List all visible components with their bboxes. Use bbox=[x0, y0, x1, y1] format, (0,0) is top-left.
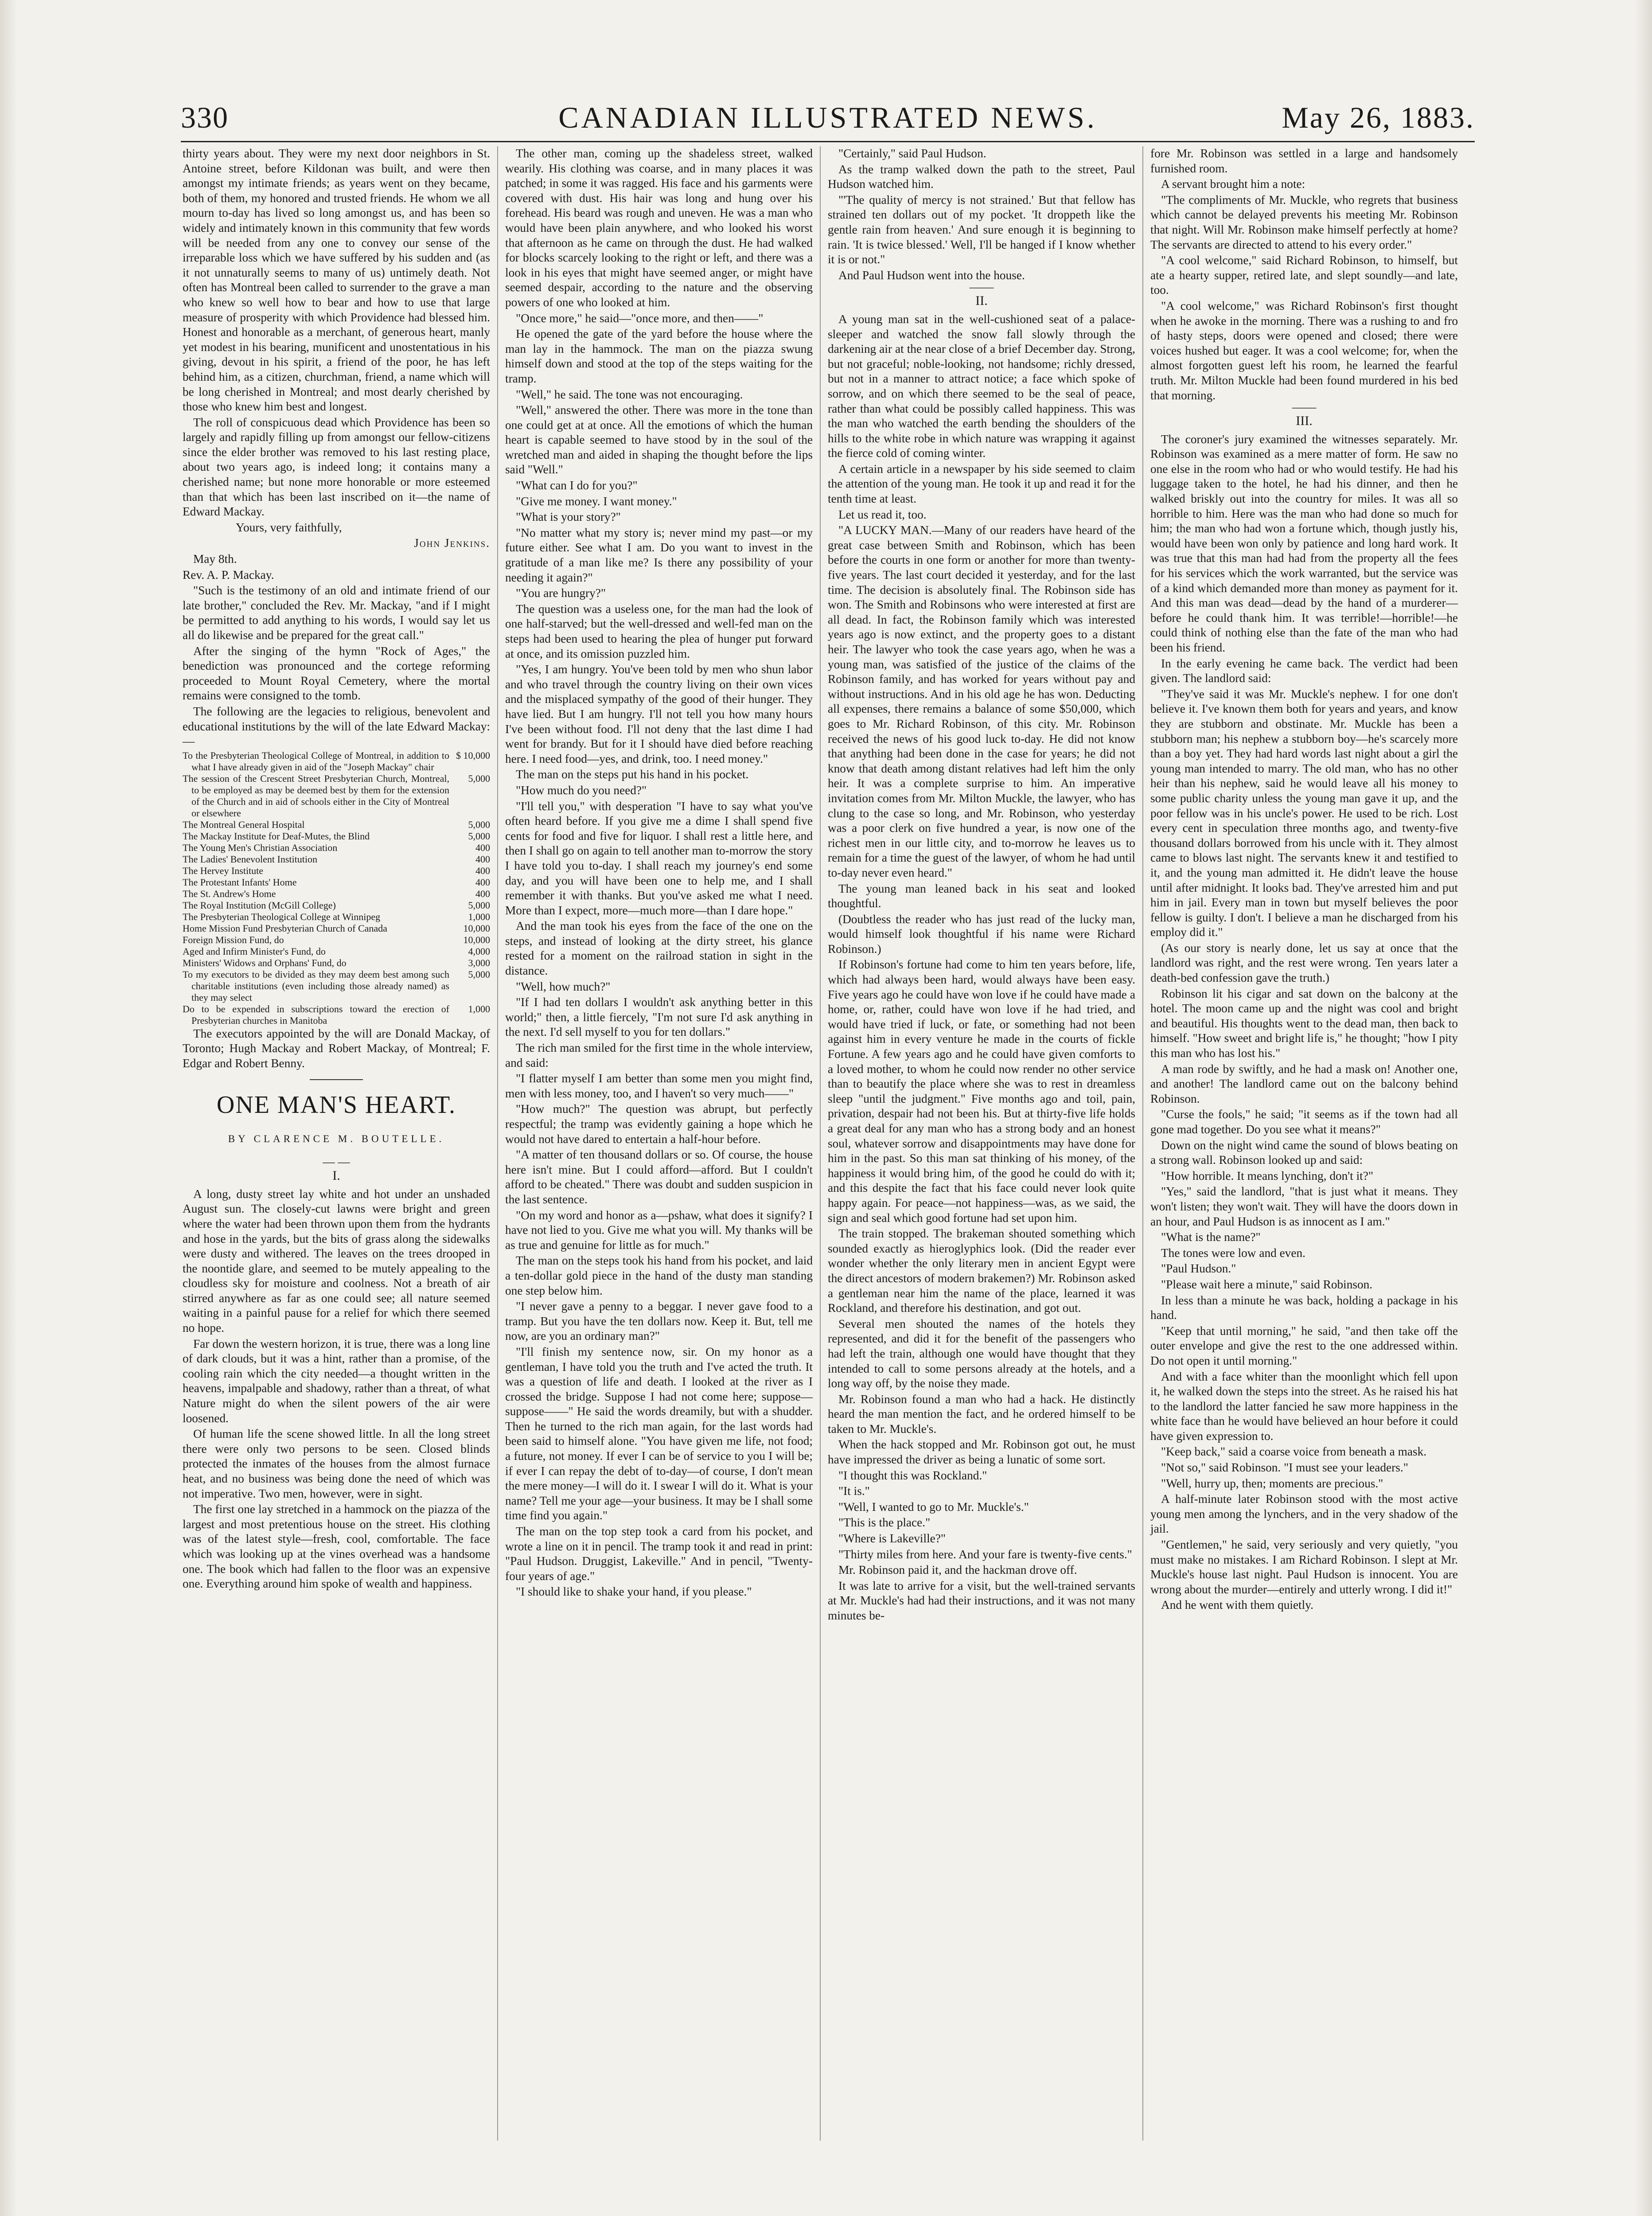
paragraph: "A cool welcome," was Richard Robinson's first thought when he awoke in the morning. There was a rushing to and fro of hasty steps, doors were opened and closed; there were voices hushed but eager. It was a cool welcome; for, when the almost forgotten guest left his room, he learned the fearful truth. Mr. Milton Muckle had been found murdered in his bed that morning. bbox=[1150, 299, 1458, 402]
paragraph: "'The quality of mercy is not strained.' But that fellow has strained ten dollars out of my pocket. 'It droppeth like the gentle rain from heaven.' And sure enough it is beginning to rain. 'It is twice blessed.' Well, I'll be hanged if I know whether it is or not." bbox=[828, 193, 1135, 266]
bequest-name: Ministers' Widows and Orphans' Fund, do bbox=[183, 957, 347, 968]
paragraph: "Such is the testimony of an old and intimate friend of our late brother," concluded the Rev. Mr. Mackay, "and if I might be permitted to add anything to his words, I would say let us all do likewise and be prepared for the great call." bbox=[183, 584, 490, 642]
paragraph: "Give me money. I want money." bbox=[516, 494, 677, 508]
bequest-name: The session of the Crescent Street Presbyterian Church, Montreal, to be employed as may be deemed best by them for the extension of the Church and in aid of schools either in the City of Montreal or elsewhere bbox=[183, 772, 449, 819]
bequest-row bbox=[183, 1003, 490, 1026]
paragraph: "What is your story?" bbox=[516, 510, 621, 524]
bequest-name: The St. Andrew's Home bbox=[183, 888, 276, 899]
bequest-row bbox=[183, 888, 490, 900]
paragraph: Mr. Robinson paid it, and the hackman drove off. bbox=[838, 1563, 1077, 1577]
paragraph: As the tramp walked down the path to the street, Paul Hudson watched him. bbox=[828, 162, 1135, 191]
bequest-name: The Young Men's Christian Association bbox=[183, 842, 338, 853]
letter-date: May 8th. bbox=[193, 552, 237, 566]
bequest-row bbox=[183, 934, 490, 946]
paragraph: Several men shouted the names of the hotels they represented, and did it for the benefit of the passengers who had left the train, although one would have thought that they intended to call to some persons already at the hotels, and a long way off, by the noise they made. bbox=[828, 1317, 1135, 1390]
paragraph: "Well, I wanted to go to Mr. Muckle's." bbox=[838, 1500, 1029, 1514]
paragraph: A servant brought him a note: bbox=[1161, 177, 1305, 191]
paragraph: Robinson lit his cigar and sat down on the balcony at the hotel. The moon came up and the night was cool and bright and beautiful. His thoughts went to the dead man, then back to himself. "How sweet and bright life is," he thought; "how I pity this man who has lost his." bbox=[1150, 987, 1458, 1060]
bequest-name: The Royal Institution (McGill College) bbox=[183, 899, 336, 911]
paragraph: "Thirty miles from here. And your fare is twenty-five cents." bbox=[838, 1547, 1132, 1561]
paragraph: A man rode by swiftly, and he had a mask on! Another one, and another! The landlord came out on the balcony behind Robinson. bbox=[1150, 1062, 1458, 1105]
paragraph: And Paul Hudson went into the house. bbox=[838, 268, 1025, 282]
bequest-row bbox=[183, 854, 490, 865]
bequest-name: The Hervey Institute bbox=[183, 865, 264, 876]
paragraph: If Robinson's fortune had come to him ten years before, life, which had always been hard, would always have been easy. Five years ago he could have won love if he could have made a home, or, rather, could have won love if he had tried, and would have tried if luck, or fate, or something had not been against him in every venture he made in the courts of fickle Fortune. A few years ago and he could have given comforts to a loved mother, to whom he could now render no other service than to beautify the place where she was to rest in dreamless sleep "until the judgment." Five months ago and toil, pain, privation, despair had not been his. But at thirty-five life holds a great deal for any man who has a strong body and an honest soul, whatever sorrow and disappointments may have done for him in the past. So this man sat thinking of his money, of the happiness it would bring him, of the good he could do with it; and this despite the fact that his face could never look quite happy again. For peace—not happiness—was, as we said, the sign and seal which good fortune had set upon him. bbox=[828, 958, 1135, 1225]
bequest-row bbox=[183, 946, 490, 957]
bequest-name: To my executors to be divided as they may deem best among such charitable institutions (even including those already named) as they may select bbox=[183, 968, 449, 1003]
paragraph: fore Mr. Robinson was settled in a large and handsomely furnished room. bbox=[1150, 147, 1458, 175]
bequest-amount: 400 bbox=[475, 888, 490, 899]
paragraph: "A matter of ten thousand dollars or so. Of course, the house here isn't mine. But I could afford—afford. But I couldn't afford to be cheated." There was doubt and sudden suspicion in the last sentence. bbox=[505, 1148, 813, 1206]
paragraph: "No matter what my story is; never mind my past—or my future either. See what I am. Do you want to invest in the gratitude of a man like me? Is there any possibility of your needing it again?" bbox=[505, 526, 813, 584]
bequest-amount: 3,000 bbox=[468, 957, 490, 968]
bequest-amount: 400 bbox=[475, 853, 490, 865]
story-byline: BY CLARENCE M. BOUTELLE. bbox=[228, 1133, 445, 1144]
paragraph: "They've said it was Mr. Muckle's nephew. I for one don't believe it. I've known them both for years and years, and know they are stubborn and obstinate. Mr. Muckle has been a stubborn man; his nephew a stubborn boy—he's scarcely more than a boy yet. They had hard words last night about a girl the young man intended to marry. The old man, who has no other heir than his nephew, said he would leave all his money to some public charity unless the young man gave it up, and the poor fellow was in his uncle's power. He used to be rich. Lost every cent in speculation three months ago, and twenty-five thousand dollars borrowed from his uncle with it. They almost came to blows last night. The servants knew it and testified to it, and the young man admitted it. He didn't leave the house until after midnight. It looks bad. They've arrested him and put him in jail. Every man in town but myself believes the poor fellow is guilty. I don't. I believe a man he discharged from his employ did it." bbox=[1150, 687, 1458, 939]
paragraph: "Paul Hudson." bbox=[1161, 1262, 1236, 1276]
paragraph: Mr. Robinson found a man who had a hack. He distinctly heard the man mention the fact, and he ordered himself to be taken to Mr. Muckle's. bbox=[828, 1392, 1135, 1436]
issue-date: May 26, 1883. bbox=[1282, 101, 1475, 134]
paragraph: "Certainly," said Paul Hudson. bbox=[838, 147, 986, 160]
paragraph: The first one lay stretched in a hammock on the piazza of the largest and most pretentious house on the street. His clothing was of the latest style—fresh, cool, comfortable. The face which was looking up at the vines overhead was a handsome one. The book which had fallen to the floor was an expensive one. Everything around him spoke of wealth and happiness. bbox=[183, 1502, 490, 1591]
paragraph: After the singing of the hymn "Rock of Ages," the benediction was pronounced and the cortege reforming proceeded to Mount Royal Cemetery, where the mortal remains were consigned to the tomb. bbox=[183, 644, 490, 702]
paragraph: The tones were low and even. bbox=[1161, 1246, 1305, 1260]
bequest-name: Aged and Infirm Minister's Fund, do bbox=[183, 945, 326, 957]
paragraph: "Well, hurry up, then; moments are precious." bbox=[1161, 1476, 1383, 1490]
paragraph: The man on the steps took his hand from his pocket, and laid a ten-dollar gold piece in the hand of the dusty man standing one step below him. bbox=[505, 1254, 813, 1297]
paragraph: "Keep that until morning," he said, "and then take off the outer envelope and give the rest to the one addressed within. Do not open it until morning." bbox=[1150, 1324, 1458, 1367]
page-right-edge bbox=[1634, 0, 1652, 2216]
paragraph: "Keep back," said a coarse voice from beneath a mask. bbox=[1161, 1445, 1427, 1459]
paragraph: "I should like to shake your hand, if you please." bbox=[516, 1585, 752, 1599]
bequest-name: Foreign Mission Fund, do bbox=[183, 934, 284, 945]
letter-recipient: Rev. A. P. Mackay. bbox=[183, 568, 274, 581]
paragraph: "Curse the fools," he said; "it seems as if the town had all gone mad together. Do you see what it means?" bbox=[1150, 1108, 1458, 1136]
section-numeral: III. bbox=[1296, 414, 1313, 429]
paragraph: "How much?" The question was abrupt, but perfectly respectful; the tramp was evidently gaining a hope which he would not have dared to entertain a half-hour before. bbox=[505, 1102, 813, 1146]
paragraph: The executors appointed by the will are Donald Mackay, of Toronto; Hugh Mackay and Robert Mackay, of Montreal; F. Edgar and Robert Benny. bbox=[183, 1026, 490, 1070]
bequest-name: The Presbyterian Theological College at Winnipeg bbox=[183, 911, 381, 922]
paragraph: It was late to arrive for a visit, but the well-trained servants at Mr. Muckle's had had their instructions, and it was not many minutes be- bbox=[828, 1579, 1135, 1622]
paragraph: A young man sat in the well-cushioned seat of a palace-sleeper and watched the snow fall slowly through the darkening air at the near close of a brief December day. Strong, but not graceful; noble-looking, not handsome; richly dressed, but not in a manner to attract notice; a face which spoke of sorrow, and on which there seemed to be the seal of peace, rather than what could be possibly called happiness. This was the man who watched the earth bending the shoulders of the hills to the white robe in which nature was wrapping it against the fierce cold of coming winter. bbox=[828, 312, 1135, 460]
column-2 bbox=[505, 146, 813, 1600]
paragraph: The rich man smiled for the first time in the whole interview, and said: bbox=[505, 1041, 813, 1069]
bequest-name: The Protestant Infants' Home bbox=[183, 876, 297, 888]
page-number: 330 bbox=[181, 101, 229, 134]
paragraph: "It is." bbox=[838, 1484, 870, 1498]
column-4 bbox=[1150, 146, 1458, 1614]
paragraph: Down on the night wind came the sound of blows beating on a strong wall. Robinson looked up and said: bbox=[1150, 1138, 1458, 1167]
bequest-row bbox=[183, 750, 490, 773]
bequest-amount: 1,000 bbox=[468, 911, 490, 922]
bequest-row bbox=[183, 831, 490, 842]
paragraph: "Not so," said Robinson. "I must see your leaders." bbox=[1161, 1461, 1408, 1475]
bequest-name: To the Presbyterian Theological College of Montreal, in addition to what I have already given in aid of the "Joseph Mackay" chair bbox=[183, 749, 449, 772]
bequest-amount: 5,000 bbox=[468, 819, 490, 830]
bequest-row bbox=[183, 842, 490, 854]
paragraph: "Please wait here a minute," said Robinson. bbox=[1161, 1277, 1373, 1291]
bequest-name: Do to be expended in subscriptions toward the erection of Presbyterian churches in Manitoba bbox=[183, 1003, 449, 1026]
section-rule bbox=[310, 1079, 363, 1080]
paragraph: The coroner's jury examined the witnesses separately. Mr. Robinson was examined as a mere matter of form. He saw no one else in the room who had or who would testify. He had his luggage taken to the hotel, he had his dinner, and then he walked briskly out into the country for miles. It was all so horrible to him. Here was the man who had done so much for him; the man who had won a fortune which, though justly his, would have been won only by patience and long hard work. It was true that this man had had from the property all the fees for his services which the work warranted, but the service was of a kind which demanded more than money as payment for it. And this man was dead—dead by the hand of a murderer—before he could thank him. It was terrible!—horrible!—he could think of nothing else than the fate of the man who had been his friend. bbox=[1150, 432, 1458, 654]
bequest-name: The Ladies' Benevolent Institution bbox=[183, 853, 317, 865]
paragraph: When the hack stopped and Mr. Robinson got out, he must have impressed the driver as being a lunatic of some sort. bbox=[828, 1438, 1135, 1467]
bequest-row bbox=[183, 969, 490, 1003]
paragraph: Of human life the scene showed little. In all the long street there were only two persons to be seen. Closed blinds protected the inmates of the houses from the almost furnace heat, and no business was being done the need of which was not imperative. Two men, however, were in sight. bbox=[183, 1427, 490, 1500]
column-divider bbox=[497, 146, 498, 2141]
paragraph: "What can I do for you?" bbox=[516, 479, 638, 492]
bequest-name: Home Mission Fund Presbyterian Church of Canada bbox=[183, 922, 387, 934]
paragraph: "Once more," he said—"once more, and then——" bbox=[516, 311, 764, 325]
paragraph: The following are the legacies to religious, benevolent and educational institutions by the will of the late Edward Mackay:— bbox=[183, 704, 490, 748]
bequest-amount: $ 10,000 bbox=[456, 749, 490, 761]
column-3 bbox=[828, 146, 1135, 1624]
paragraph: The man on the top step took a card from his pocket, and wrote a line on it in pencil. The tramp took it and read in print: "Paul Hudson. Druggist, Lakeville." And in pencil, "Twenty-four years of age." bbox=[505, 1525, 813, 1583]
paragraph: "I never gave a penny to a beggar. I never gave food to a tramp. But you have the ten dollars now. Keep it. But, tell me now, are you an ordinary man?" bbox=[505, 1299, 813, 1343]
bequest-amount: 10,000 bbox=[463, 934, 490, 945]
bequest-amount: 5,000 bbox=[468, 899, 490, 911]
bequest-row bbox=[183, 923, 490, 934]
bequest-amount: 400 bbox=[475, 842, 490, 853]
section-numeral: I. bbox=[332, 1168, 340, 1183]
bequest-list bbox=[183, 750, 490, 1026]
bequest-row bbox=[183, 957, 490, 969]
bequest-row bbox=[183, 911, 490, 923]
paragraph: "Where is Lakeville?" bbox=[838, 1532, 946, 1545]
bequest-amount: 1,000 bbox=[468, 1003, 490, 1014]
paragraph: "Gentlemen," he said, very seriously and very quietly, "you must make no mistakes. I am Richard Robinson. I slept at Mr. Muckle's house last night. Paul Hudson is innocent. You are wrong about the murder—entirely and utterly wrong. I did it!" bbox=[1150, 1538, 1458, 1596]
masthead bbox=[181, 100, 1475, 144]
paragraph: "Yes, I am hungry. You've been told by men who shun labor and who travel through the country living on their own vices and the misplaced sympathy of the good of their hunger. They have lied. But I am hungry. I'll not tell you how many hours I've been without food. I'll not deny that the last dime I had went for brandy. But for it I should have died before reaching here. I need food—yes, and drink, too. I need money." bbox=[505, 663, 813, 765]
paragraph: The question was a useless one, for the man had the look of one half-starved; but the well-dressed and well-fed man on the steps had been used to hearing the plea of hunger put forward at once, and its omission puzzled him. bbox=[505, 602, 813, 660]
paragraph: "Well," answered the other. There was more in the tone than one could get at at once. All the emotions of which the human heart is capable seemed to have stood by in the soul of the wretched man and aided in shaping the thought before the lips said "Well." bbox=[505, 403, 813, 476]
bequest-amount: 5,000 bbox=[468, 968, 490, 980]
column-divider bbox=[820, 146, 821, 2141]
paragraph: And he went with them quietly. bbox=[1161, 1598, 1313, 1612]
bequest-amount: 5,000 bbox=[468, 830, 490, 842]
paragraph: "On my word and honor as a—pshaw, what does it signify? I have not lied to you. Give me what you will. My thanks will be as true and genuine for little as for much." bbox=[505, 1208, 813, 1252]
paragraph: The other man, coming up the shadeless street, walked wearily. His clothing was coarse, and in many places it was patched; in some it was ragged. His face and his garments were covered with dust. His hair was long and hung over his forehead. His beard was rough and uneven. He was a man who would have been plain anywhere, and who looked his worst that afternoon as he came on through the dust. He had walked for blocks scarcely looking to the right or left, and there was a look in his eyes that might have seemed anger, or might have seemed despair, according to the nature and the observing powers of one who looked at him. bbox=[505, 147, 813, 309]
paragraph: Let us read it, too. bbox=[838, 507, 927, 521]
paragraph: Far down the western horizon, it is true, there was a long line of dark clouds, but it was a hint, rather than a promise, of the cooling rain which the city needed—a thought written in the heavens, impalpable and shadowy, rather than a threat, of what Nature might do when the silent powers of the air were loosened. bbox=[183, 1337, 490, 1425]
bequest-row bbox=[183, 877, 490, 888]
paragraph: "A cool welcome," said Richard Robinson, to himself, but ate a hearty supper, retired late, and slept soundly—and late, too. bbox=[1150, 254, 1458, 297]
paragraph: "A LUCKY MAN.—Many of our readers have heard of the great case between Smith and Robinson, which has been before the courts in one form or another for more than twenty-five years. The last court decided it yesterday, and for the last time. The decision is absolutely final. The Robinson side has won. The Smith and Robinsons who were interested at first are all dead. In fact, the Robinson family which was interested years ago is now extinct, and the property goes to a distant heir. The lawyer who took the case years ago, when he was a young man, was satisfied of the justice of the claims of the Robinson family, and has worked for years without pay and without instructions. And in his old age he has won. Deducting all expenses, there remains a balance of some $50,000, which goes to Mr. Richard Robinson, of this city. Mr. Robinson received the news of his good luck to-day. He did not know that anything had been done in the case for years; he did not know that death among distant relatives had left him the only heir. It was a complete surprise to him. An imperative invitation comes from Mr. Milton Muckle, the lawyer, who has clung to the case so long, and Mr. Robinson, who yesterday was a poor clerk on five hundred a year, is now one of the richest men in our little city, and to-morrow he leaves us to remain for a time the guest of the lawyer, of whom he had until to-day never even heard." bbox=[828, 523, 1135, 879]
paragraph: thirty years about. They were my next door neighbors in St. Antoine street, before Kildonan was built, and were then amongst my intimate friends; as years went on they became, both of them, my honored and trusted friends. He whom we all mourn to-day has lived so long amongst us, and has been so widely and intimately known in this community that few words will be needed from any one to convey our sense of the irreparable loss which we have suffered by his sudden and (as it not unnaturally seems to many of us) untimely death. Not often has Montreal been called to surrender to the grave a man who knew so well how to bear and how to use that large measure of prosperity with which Providence had blessed him. Honest and honorable as a merchant, of generous heart, manly yet modest in his bearing, munificent and unostentatious in his giving, devout in his spirit, a friend of the poor, he has left behind him, as a citizen, churchman, friend, a name which will be long cherished in Montreal; and most dearly cherished by those who knew him best and longest. bbox=[183, 147, 490, 414]
paragraph: In less than a minute he was back, holding a package in his hand. bbox=[1150, 1293, 1458, 1322]
paragraph: And the man took his eyes from the face of the one on the steps, and instead of looking at the dirty street, his glance rested for a moment on the railroad station in sight in the distance. bbox=[505, 919, 813, 978]
paragraph: "This is the place." bbox=[838, 1516, 931, 1529]
bequest-row bbox=[183, 819, 490, 831]
paragraph: A certain article in a newspaper by his side seemed to claim the attention of the young man. He took it up and read it for the tenth time at least. bbox=[828, 462, 1135, 506]
paragraph: "I'll finish my sentence now, sir. On my honor as a gentleman, I have told you the truth and I've acted the truth. It was a question of life and death. I looked at the river as I crossed the bridge. Suppose I had not come here; suppose—suppose——" He said the words dreamily, but with a shudder. Then he turned to the rich man again, for the last words had been said to himself alone. "You have given me life, not food; a future, not money. If ever I can be of service to you I will be; if ever I can repay the debt of to-day—of course, I don't mean the mere money—I will do it. I swear I will do it. What is your name? Tell me your age—your business. It may be I shall some time find you again." bbox=[505, 1345, 813, 1522]
paragraph: "How much do you need?" bbox=[516, 783, 647, 797]
newspaper-title: CANADIAN ILLUSTRATED NEWS. bbox=[558, 101, 1097, 134]
section-dash: — — bbox=[323, 1155, 350, 1169]
bequest-amount: 5,000 bbox=[468, 772, 490, 784]
paragraph: "The compliments of Mr. Muckle, who regrets that business which cannot be delayed prevents his meeting Mr. Robinson that night. Will Mr. Robinson make himself perfectly at home? The servants are directed to attend to his every order." bbox=[1150, 193, 1458, 251]
paragraph: The train stopped. The brakeman shouted something which sounded exactly as hieroglyphics look. (Did the reader ever wonder whether the only literary men in ancient Egypt were the direct ancestors of modern brakemen?) Mr. Robinson asked a gentleman near him the name of the place, learned it was Rockland, and therefore his destination, and got out. bbox=[828, 1227, 1135, 1315]
paragraph: (As our story is nearly done, let us say at once that the landlord was right, and the rest were wrong. Ten years later a death-bed confession gave the truth.) bbox=[1150, 941, 1458, 985]
header-rule bbox=[181, 141, 1475, 142]
page-left-edge bbox=[0, 0, 18, 2216]
paragraph: "Well," he said. The tone was not encouraging. bbox=[516, 387, 743, 401]
bequest-name: The Mackay Institute for Deaf-Mutes, the Blind bbox=[183, 830, 370, 842]
paragraph: (Doubtless the reader who has just read of the lucky man, would himself look thoughtful if his name were Richard Robinson.) bbox=[828, 912, 1135, 956]
paragraph: "What is the name?" bbox=[1161, 1230, 1261, 1244]
bequest-amount: 4,000 bbox=[468, 945, 490, 957]
bequest-amount: 10,000 bbox=[463, 922, 490, 934]
paragraph: "I'll tell you," with desperation "I have to say what you've often heard before. If you give me a dime I shall spend five cents for food and five for liquor. I shall rest a little here, and then I shall go on again to tell another man to-morrow the story I have told you to-day. I shall reach my journey's end some day, and you will have been one to help me, and I shall remember it with thanks. But you've asked me what I need. More than I expect, more—much more—than I dare hope." bbox=[505, 799, 813, 917]
paragraph: And with a face whiter than the moonlight which fell upon it, he walked down the steps into the street. As he raised his hat to the landlord the latter fancied he saw more happiness in the white face than he would have believed an hour before it could have given expression to. bbox=[1150, 1369, 1458, 1443]
story-title: ONE MAN'S HEART. bbox=[216, 1091, 456, 1119]
paragraph: A long, dusty street lay white and hot under an unshaded August sun. The closely-cut lawns were bright and green where the water had been thrown upon them from the hydrants and hose in the yards, but the bits of grass along the sidewalks were dusty and withered. The leaves on the trees drooped in the noontide glare, and seemed to be mutely appealing to the cloudless sky for moisture and coolness. Not a breath of air stirred anywhere as far as one could see; all nature seemed waiting in a painful pause for a relief for which there seemed no hope. bbox=[183, 1187, 490, 1335]
section-dash: —— bbox=[969, 280, 994, 294]
paragraph: He opened the gate of the yard before the house where the man lay in the hammock. The man on the piazza swung himself down and stood at the top of the steps waiting for the tramp. bbox=[505, 327, 813, 385]
paragraph: "I flatter myself I am better than some men you might find, men with less money, too, and I haven't so very much——" bbox=[505, 1072, 813, 1100]
bequest-amount: 400 bbox=[475, 865, 490, 876]
letter-signature: John Jenkins. bbox=[414, 536, 490, 550]
column-divider bbox=[1142, 146, 1143, 2141]
paragraph: The young man leaned back in his seat and looked thoughtful. bbox=[828, 882, 1135, 910]
paragraph: A half-minute later Robinson stood with the most active young men among the lynchers, and in the very shadow of the jail. bbox=[1150, 1492, 1458, 1536]
section-numeral: II. bbox=[975, 293, 988, 308]
paragraph: The roll of conspicuous dead which Providence has been so largely and rapidly filling up from amongst our fellow-citizens since the elder brother was removed to his last resting place, about two years ago, is indeed long; it contains many a cherished name; but none more honorable or more esteemed than that which has been last inscribed on it—the name of Edward Mackay. bbox=[183, 415, 490, 519]
paragraph: "Well, how much?" bbox=[516, 979, 611, 993]
bequest-amount: 400 bbox=[475, 876, 490, 888]
column-1 bbox=[183, 146, 490, 1592]
bequest-row bbox=[183, 900, 490, 911]
paragraph: In the early evening he came back. The verdict had been given. The landlord said: bbox=[1150, 656, 1458, 685]
section-dash: —— bbox=[1292, 400, 1317, 414]
paragraph: The man on the steps put his hand in his pocket. bbox=[516, 768, 749, 781]
letter-closing: Yours, very faithfully, bbox=[236, 520, 342, 534]
paragraph: "You are hungry?" bbox=[516, 586, 606, 600]
paragraph: "If I had ten dollars I wouldn't ask anything better in this world;" then, a little fiercely, "I'm not sure I'd ask anything in the next. I'd sell myself to you for ten dollars." bbox=[505, 995, 813, 1039]
paragraph: "Yes," said the landlord, "that is just what it means. They won't listen; they won't wait. They will have the doors down in an hour, and Paul Hudson is as innocent as I am." bbox=[1150, 1185, 1458, 1228]
paragraph: "I thought this was Rockland." bbox=[838, 1468, 987, 1482]
bequest-row bbox=[183, 865, 490, 877]
bequest-row bbox=[183, 773, 490, 819]
paragraph: "How horrible. It means lynching, don't it?" bbox=[1161, 1169, 1374, 1182]
bequest-name: The Montreal General Hospital bbox=[183, 819, 305, 830]
